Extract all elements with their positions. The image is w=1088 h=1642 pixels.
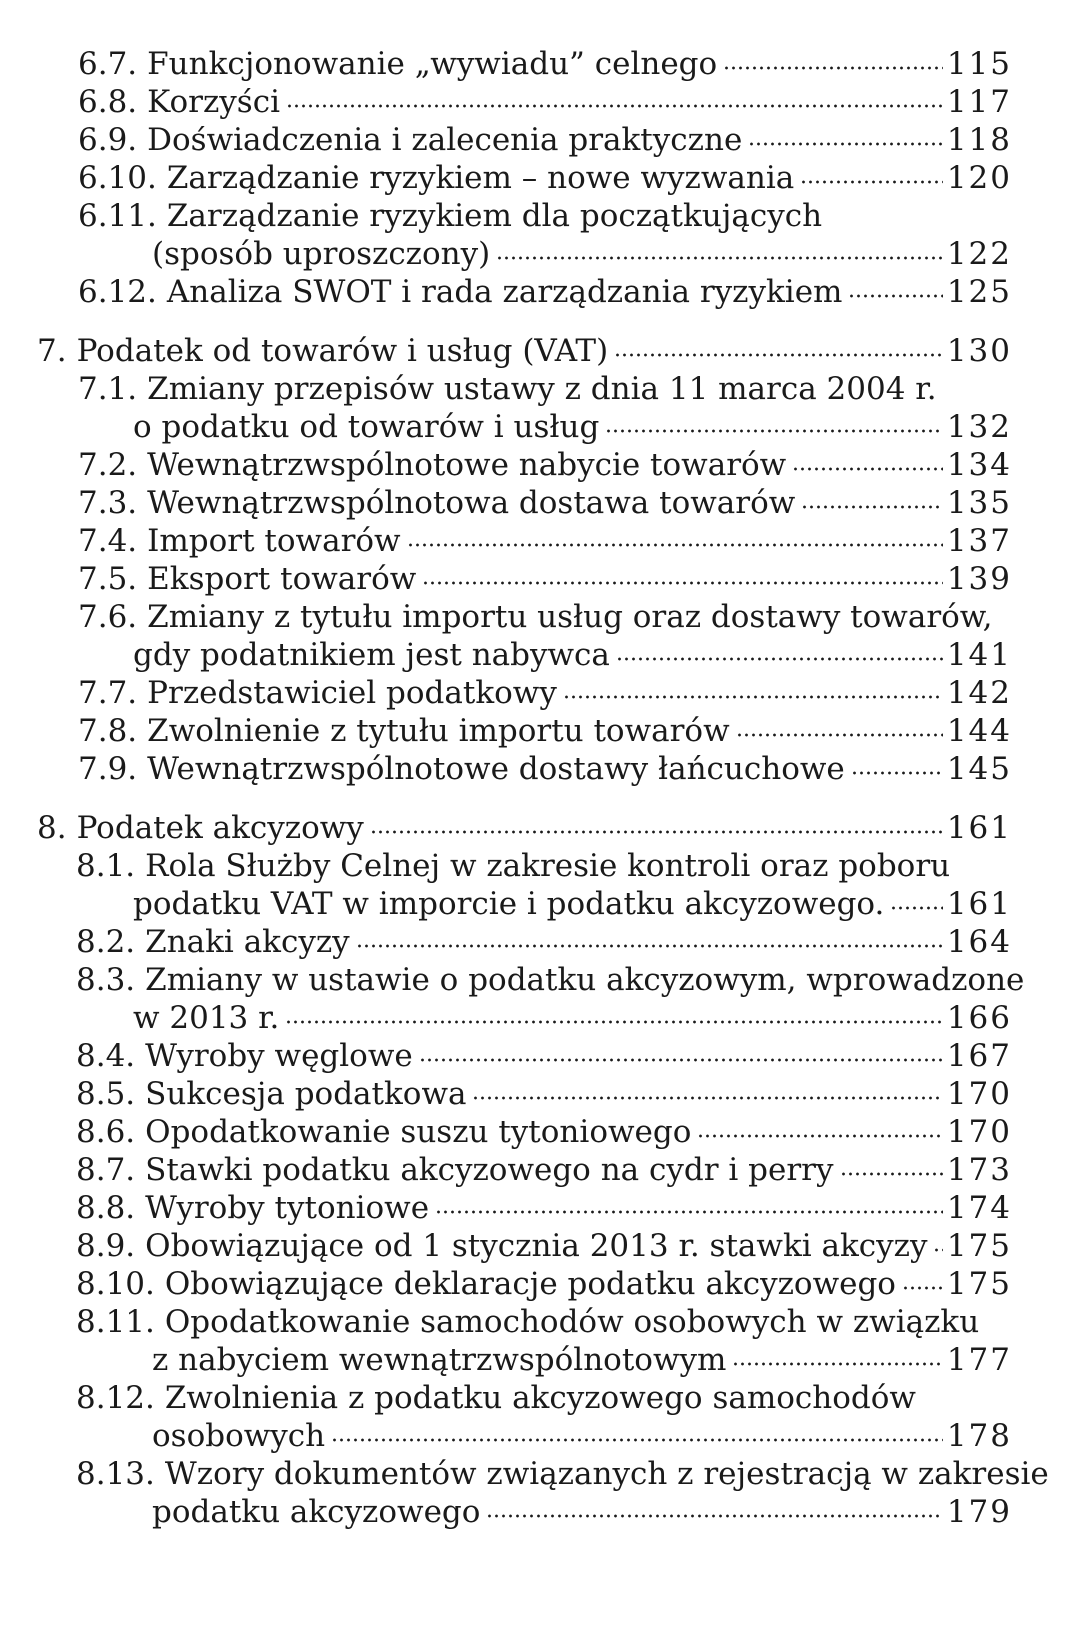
dot-leader — [848, 292, 942, 300]
entry-title-continuation: (sposób uproszczony) — [152, 236, 491, 272]
toc-entry — [78, 121, 1012, 159]
dot-leader — [801, 503, 943, 511]
dot-leader — [407, 541, 943, 549]
dot-leader — [370, 828, 943, 836]
entry-number: 6.9. — [78, 122, 138, 158]
toc-entry — [76, 1151, 1012, 1189]
page-number: 115 — [946, 46, 1012, 82]
page-number: 161 — [946, 810, 1012, 846]
entry-title: Rola Służby Celnej w zakresie kontroli oraz poboru — [145, 848, 951, 884]
dot-leader — [933, 1246, 942, 1254]
entry-title: Wzory dokumentów związanych z rejestracją w zakresie — [164, 1456, 1049, 1492]
toc-entry — [76, 1265, 1012, 1303]
toc-entry-continuation — [152, 1417, 1012, 1455]
dot-leader — [486, 1512, 942, 1520]
page-number: 177 — [946, 1342, 1012, 1378]
toc-entry — [78, 159, 1012, 197]
toc-entry — [76, 961, 1024, 999]
entry-title: Sukcesja podatkowa — [145, 1076, 467, 1112]
dot-leader — [732, 1360, 942, 1368]
page-number: 170 — [946, 1114, 1012, 1150]
page-number: 142 — [946, 675, 1012, 711]
entry-number: 8.2. — [76, 924, 136, 960]
toc-entry — [76, 1075, 1012, 1113]
toc-entry — [78, 750, 1012, 788]
toc-entry-continuation — [133, 636, 1012, 674]
toc-entry — [37, 332, 1012, 370]
entry-number: 7.6. — [78, 599, 138, 635]
entry-title: Zwolnienia z podatku akcyzowego samochodów — [164, 1380, 916, 1416]
page-number: 178 — [946, 1418, 1012, 1454]
page-number: 118 — [946, 122, 1012, 158]
dot-leader — [723, 64, 943, 72]
page-number: 175 — [946, 1266, 1012, 1302]
entry-title: Wyroby węglowe — [145, 1038, 413, 1074]
entry-title: Podatek akcyzowy — [76, 810, 364, 846]
entry-title: Eksport towarów — [147, 561, 417, 597]
page-number: 166 — [946, 1000, 1012, 1036]
dot-leader — [435, 1208, 943, 1216]
page-number: 170 — [946, 1076, 1012, 1112]
entry-number: 7.1. — [78, 371, 138, 407]
dot-leader — [616, 655, 943, 663]
entry-number: 7. — [37, 333, 67, 369]
entry-number: 7.8. — [78, 713, 138, 749]
entry-title-continuation: o podatku od towarów i usług — [133, 409, 600, 445]
toc-entry — [76, 1379, 916, 1417]
toc-entry — [78, 446, 1012, 484]
dot-leader — [496, 254, 943, 262]
entry-title: Stawki podatku akcyzowego na cydr i perry — [145, 1152, 834, 1188]
entry-title: Analiza SWOT i rada zarządzania ryzykiem — [166, 274, 843, 310]
page-number: 175 — [946, 1228, 1012, 1264]
page-number: 120 — [946, 160, 1012, 196]
entry-title: Wyroby tytoniowe — [145, 1190, 430, 1226]
page-number: 164 — [946, 924, 1012, 960]
entry-title: Wewnątrzwspólnotowe dostawy łańcuchowe — [147, 751, 845, 787]
toc-entry — [76, 1455, 1049, 1493]
entry-number: 6.11. — [78, 198, 157, 234]
entry-title-continuation: w 2013 r. — [133, 1000, 280, 1036]
page-number: 179 — [946, 1494, 1012, 1530]
entry-title: Obowiązujące deklaracje podatku akcyzowego — [164, 1266, 896, 1302]
entry-number: 7.2. — [78, 447, 138, 483]
toc-entry — [76, 1227, 1012, 1265]
page-number: 139 — [946, 561, 1012, 597]
toc-entry-continuation — [133, 408, 1012, 446]
toc-entry — [78, 560, 1012, 598]
entry-number: 8.12. — [76, 1380, 155, 1416]
toc-entry-continuation — [152, 1341, 1012, 1379]
entry-number: 8.9. — [76, 1228, 136, 1264]
toc-entry — [76, 1303, 979, 1341]
page-number: 174 — [946, 1190, 1012, 1226]
dot-leader — [331, 1436, 943, 1444]
entry-title: Zarządzanie ryzykiem dla początkujących — [166, 198, 823, 234]
entry-title: Opodatkowanie samochodów osobowych w związku — [164, 1304, 980, 1340]
entry-title: Zmiany przepisów ustawy z dnia 11 marca 2004 r. — [147, 371, 937, 407]
entry-number: 7.7. — [78, 675, 138, 711]
entry-number: 8.7. — [76, 1152, 136, 1188]
dot-leader — [356, 942, 943, 950]
dot-leader — [736, 731, 943, 739]
dot-leader — [419, 1056, 943, 1064]
entry-number: 8.1. — [76, 848, 136, 884]
page-number: 125 — [946, 274, 1012, 310]
entry-number: 6.10. — [78, 160, 157, 196]
entry-number: 7.3. — [78, 485, 138, 521]
dot-leader — [614, 351, 943, 359]
page-number: 167 — [946, 1038, 1012, 1074]
entry-number: 8.6. — [76, 1114, 136, 1150]
entry-number: 6.7. — [78, 46, 138, 82]
page-number: 137 — [946, 523, 1012, 559]
toc-entry — [76, 1113, 1012, 1151]
entry-title: Przedstawiciel podatkowy — [147, 675, 557, 711]
entry-title: Znaki akcyzy — [145, 924, 350, 960]
entry-number: 6.12. — [78, 274, 157, 310]
page-number: 135 — [946, 485, 1012, 521]
entry-number: 8.11. — [76, 1304, 155, 1340]
page-number: 122 — [946, 236, 1012, 272]
entry-number: 8.4. — [76, 1038, 136, 1074]
page-number: 145 — [946, 751, 1012, 787]
dot-leader — [890, 904, 942, 912]
dot-leader — [286, 102, 943, 110]
page-number: 141 — [946, 637, 1012, 673]
page-number: 132 — [946, 409, 1012, 445]
entry-title: Zmiany z tytułu importu usług oraz dostawy towarów, — [147, 599, 993, 635]
toc-entry-continuation — [133, 999, 1012, 1037]
entry-title: Funkcjonowanie „wywiadu” celnego — [147, 46, 718, 82]
toc-entry — [78, 598, 993, 636]
entry-title-continuation: osobowych — [152, 1418, 326, 1454]
dot-leader — [851, 769, 943, 777]
entry-number: 8. — [37, 810, 67, 846]
toc-entry-continuation — [152, 235, 1012, 273]
entry-number: 7.9. — [78, 751, 138, 787]
toc-entry — [78, 522, 1012, 560]
entry-title: Opodatkowanie suszu tytoniowego — [145, 1114, 692, 1150]
page-number: 134 — [946, 447, 1012, 483]
toc-entry — [37, 809, 1012, 847]
entry-title: Wewnątrzwspólnotowa dostawa towarów — [147, 485, 796, 521]
entry-number: 7.4. — [78, 523, 138, 559]
entry-title-continuation: gdy podatnikiem jest nabywca — [133, 637, 610, 673]
toc-entry — [76, 1037, 1012, 1075]
dot-leader — [563, 693, 943, 701]
toc-entry — [78, 712, 1012, 750]
entry-title: Zmiany w ustawie o podatku akcyzowym, wprowadzone — [145, 962, 1025, 998]
entry-title: Zwolnienie z tytułu importu towarów — [147, 713, 730, 749]
entry-title: Wewnątrzwspólnotowe nabycie towarów — [147, 447, 787, 483]
entry-number: 8.8. — [76, 1190, 136, 1226]
dot-leader — [697, 1132, 942, 1140]
toc-entry — [78, 45, 1012, 83]
toc-entry — [78, 370, 937, 408]
toc-entry — [78, 273, 1012, 311]
toc-entry — [76, 847, 950, 885]
toc-entry — [78, 197, 822, 235]
entry-title: Import towarów — [147, 523, 401, 559]
dot-leader — [472, 1094, 942, 1102]
dot-leader — [285, 1018, 942, 1026]
entry-title-continuation: podatku akcyzowego — [152, 1494, 481, 1530]
toc-entry — [78, 674, 1012, 712]
entry-title-continuation: podatku VAT w imporcie i podatku akcyzowego. — [133, 886, 885, 922]
dot-leader — [422, 579, 943, 587]
entry-title: Korzyści — [147, 84, 280, 120]
toc-entry — [78, 83, 1012, 121]
entry-number: 6.8. — [78, 84, 138, 120]
entry-number: 8.13. — [76, 1456, 155, 1492]
toc-entry — [76, 1189, 1012, 1227]
toc-entry-continuation — [133, 885, 1012, 923]
entry-number: 7.5. — [78, 561, 138, 597]
page-number: 117 — [946, 84, 1012, 120]
dot-leader — [800, 178, 943, 186]
toc-entry — [78, 484, 1012, 522]
entry-title-continuation: z nabyciem wewnątrzwspólnotowym — [152, 1342, 727, 1378]
page-number: 173 — [946, 1152, 1012, 1188]
dot-leader — [792, 465, 943, 473]
toc-entry — [76, 923, 1012, 961]
entry-number: 8.10. — [76, 1266, 155, 1302]
entry-title: Podatek od towarów i usług (VAT) — [76, 333, 609, 369]
entry-number: 8.5. — [76, 1076, 136, 1112]
dot-leader — [902, 1284, 943, 1292]
page-number: 130 — [946, 333, 1012, 369]
dot-leader — [605, 427, 943, 435]
dot-leader — [748, 140, 943, 148]
entry-number: 8.3. — [76, 962, 136, 998]
page-number: 161 — [946, 886, 1012, 922]
page-number: 144 — [946, 713, 1012, 749]
dot-leader — [840, 1170, 943, 1178]
entry-title: Doświadczenia i zalecenia praktyczne — [147, 122, 743, 158]
entry-title: Zarządzanie ryzykiem – nowe wyzwania — [166, 160, 795, 196]
entry-title: Obowiązujące od 1 stycznia 2013 r. stawki akcyzy — [145, 1228, 928, 1264]
toc-entry-continuation — [152, 1493, 1012, 1531]
